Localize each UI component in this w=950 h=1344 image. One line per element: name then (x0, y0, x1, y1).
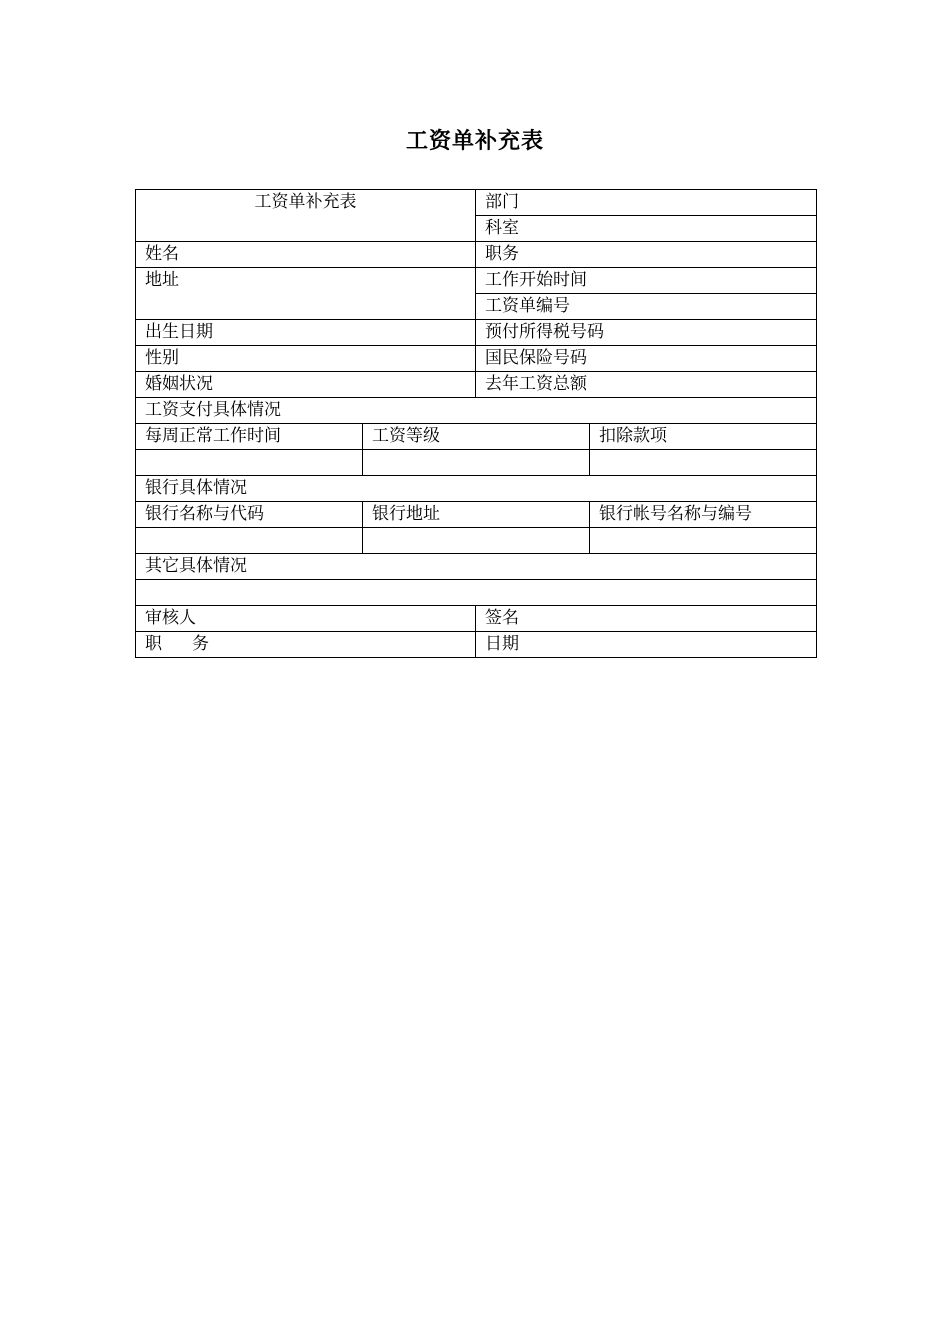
account-name-number-header: 银行帐号名称与编号 (590, 502, 817, 528)
salary-grade-header: 工资等级 (363, 424, 590, 450)
position-field[interactable]: 职务 (476, 242, 817, 268)
tax-number-field[interactable]: 预付所得税号码 (476, 320, 817, 346)
payroll-number-field[interactable]: 工资单编号 (476, 294, 817, 320)
last-year-total-field[interactable]: 去年工资总额 (476, 372, 817, 398)
reviewer-position-field[interactable] (136, 632, 476, 658)
form-name-cell: 工资单补充表 (136, 190, 476, 242)
payment-details-section: 工资支付具体情况 (136, 398, 817, 424)
other-details-input[interactable] (136, 580, 817, 606)
marital-status-field[interactable]: 婚姻状况 (136, 372, 476, 398)
deductions-header: 扣除款项 (590, 424, 817, 450)
bank-name-code-header: 银行名称与代码 (136, 502, 363, 528)
reviewer-field[interactable]: 审核人 (136, 606, 476, 632)
deductions-input[interactable] (590, 450, 817, 476)
payroll-supplement-form (135, 189, 817, 658)
date-field[interactable]: 日期 (476, 632, 817, 658)
start-date-field[interactable]: 工作开始时间 (476, 268, 817, 294)
bank-details-section: 银行具体情况 (136, 476, 817, 502)
salary-grade-input[interactable] (363, 450, 590, 476)
department-field[interactable]: 部门 (476, 190, 817, 216)
bank-address-input[interactable] (363, 528, 590, 554)
position-label-char2: 务 (192, 634, 209, 654)
other-details-section: 其它具体情况 (136, 554, 817, 580)
signature-field[interactable]: 签名 (476, 606, 817, 632)
address-field[interactable]: 地址 (136, 268, 476, 320)
bank-address-header: 银行地址 (363, 502, 590, 528)
gender-field[interactable]: 性别 (136, 346, 476, 372)
weekly-hours-header: 每周正常工作时间 (136, 424, 363, 450)
position-label-char1: 职 (145, 634, 162, 654)
insurance-number-field[interactable]: 国民保险号码 (476, 346, 817, 372)
birth-date-field[interactable]: 出生日期 (136, 320, 476, 346)
weekly-hours-input[interactable] (136, 450, 363, 476)
account-name-number-input[interactable] (590, 528, 817, 554)
section-field[interactable]: 科室 (476, 216, 817, 242)
bank-name-code-input[interactable] (136, 528, 363, 554)
page-title: 工资单补充表 (405, 128, 544, 154)
name-field[interactable]: 姓名 (136, 242, 476, 268)
